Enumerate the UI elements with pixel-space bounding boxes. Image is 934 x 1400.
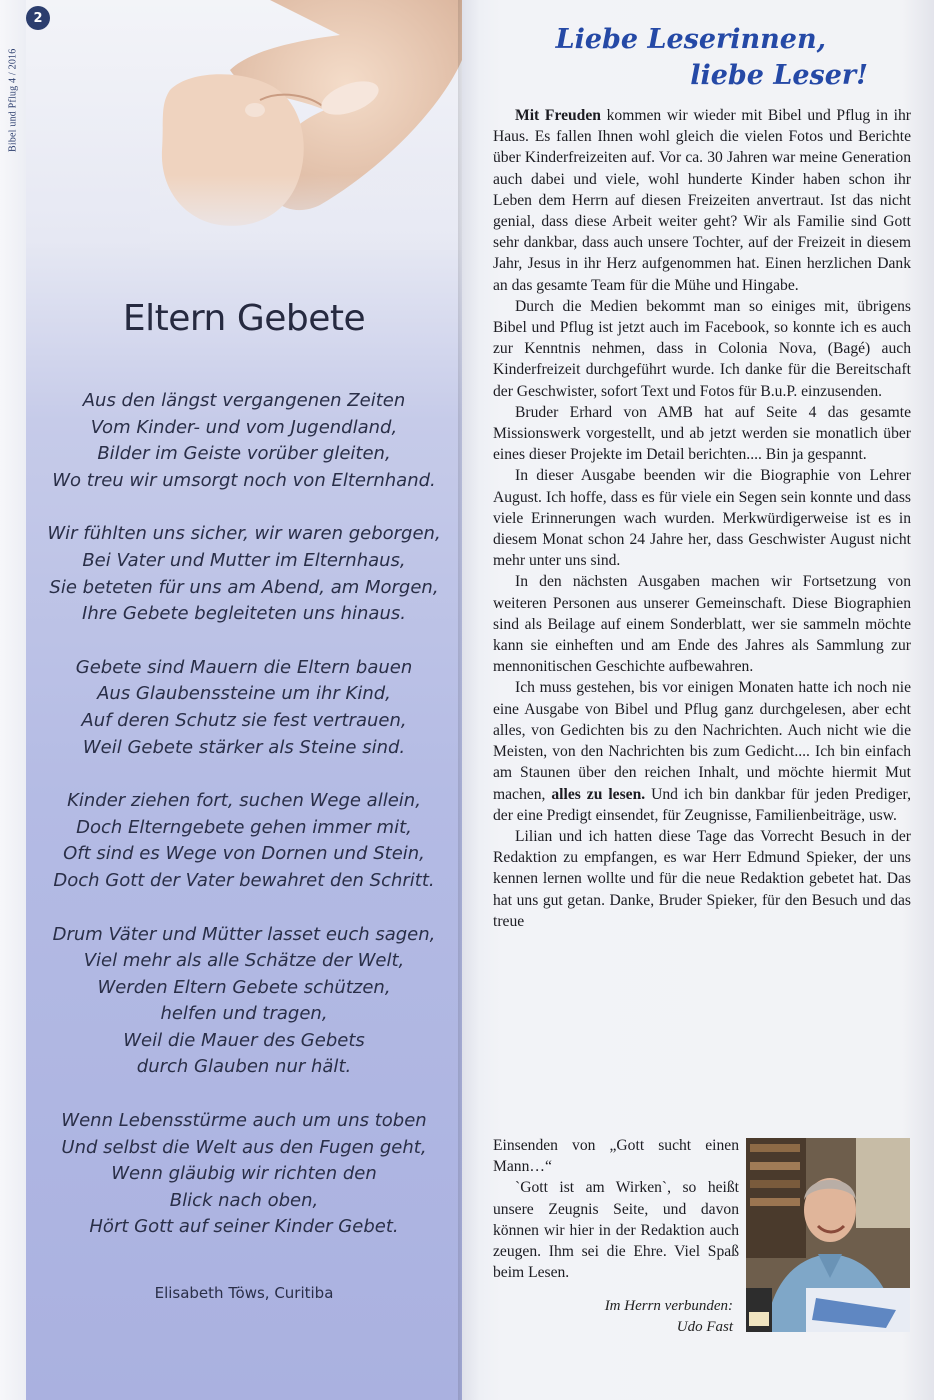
poem-line: Doch Gott der Vater bewahret den Schritt. bbox=[53, 869, 435, 891]
poem-line: Oft sind es Wege von Dornen und Stein, bbox=[63, 843, 425, 865]
greeting-line-2: liebe Leser! bbox=[690, 60, 868, 91]
poem-line: Kinder ziehen fort, suchen Wege allein, bbox=[67, 790, 421, 812]
greeting-heading bbox=[556, 22, 868, 94]
editor-photo bbox=[746, 1138, 910, 1332]
poem-line: Vom Kinder- und vom Jugendland, bbox=[90, 416, 398, 438]
signature-block bbox=[493, 1296, 733, 1338]
poem-stanza bbox=[26, 388, 462, 494]
poem-stanza bbox=[26, 922, 462, 1082]
emphasis: alles zu lesen. bbox=[551, 785, 646, 803]
poem-line: Blick nach oben, bbox=[169, 1189, 319, 1211]
poem-stanza bbox=[26, 655, 462, 761]
right-page bbox=[462, 0, 934, 1400]
poem-line: Hört Gott auf seiner Kinder Gebet. bbox=[89, 1216, 399, 1238]
poem-line: Wenn gläubig wir richten den bbox=[111, 1163, 377, 1185]
paragraph-text: Und ich bin dankbar für jeden Prediger, der eine Predigt einsendet, für Zeugnisse, Familienbeiträge, usw. bbox=[493, 785, 911, 824]
paragraph: Einsenden von „Gott sucht einen Mann…“ bbox=[493, 1137, 739, 1176]
signature-name: Udo Fast bbox=[676, 1319, 733, 1335]
poem-line: Wenn Lebensstürme auch um uns toben bbox=[61, 1110, 427, 1132]
hands-photo bbox=[150, 0, 462, 250]
editorial-text bbox=[493, 105, 911, 932]
page-number-badge: 2 bbox=[26, 6, 50, 30]
closing-line: Im Herrn verbunden: bbox=[604, 1298, 733, 1314]
poem-author: Elisabeth Töws, Curitiba bbox=[154, 1284, 334, 1302]
paragraph bbox=[493, 677, 911, 825]
paragraph bbox=[493, 105, 911, 296]
poem-stanza bbox=[26, 788, 462, 894]
poem-line: Werden Eltern Gebete schützen, bbox=[97, 976, 391, 998]
poem-line: Wir fühlten uns sicher, wir waren geborgen, bbox=[47, 523, 441, 545]
poem-line: Bei Vater und Mutter im Elternhaus, bbox=[82, 549, 406, 571]
poem-line: Weil Gebete stärker als Steine sind. bbox=[82, 736, 406, 758]
running-head: Bibel und Pflug 4 / 2016 bbox=[7, 48, 19, 152]
paragraph: Durch die Medien bekommt man so einiges mit, übrigens Bibel und Pflug ist jetzt auch im Facebook, so konnte ich es auch zur Kenntnis nehmen, dass in Colonia Nova, (Bagé) auch Kinderfreizeit durchgeführt wurde. Ich danke für die Bereitschaft der Geschwister, sofort Text und Fotos für B.u.P. einzusenden. bbox=[493, 297, 911, 400]
poem-line: Viel mehr als alle Schätze der Welt, bbox=[83, 950, 405, 972]
poem-stanza bbox=[26, 1108, 462, 1241]
poem-line: Wo treu wir umsorgt noch von Elternhand. bbox=[52, 469, 436, 491]
poem-line: Auf deren Schutz sie fest vertrauen, bbox=[81, 709, 407, 731]
poem-line: Gebete sind Mauern die Eltern bauen bbox=[75, 656, 413, 678]
poem-body bbox=[26, 388, 462, 1268]
poem-line: Bilder im Geiste vorüber gleiten, bbox=[97, 443, 391, 465]
paragraph: `Gott ist am Wirken`, so heißt unsere Zeugnis Seite, und davon können wir hier in der Redaktion auch zeugen. Ihm sei die Ehre. Viel Spaß beim Lesen. bbox=[493, 1179, 739, 1282]
paragraph: In den nächsten Ausgaben machen wir Fortsetzung von weiteren Personen aus unserer Gemeinschaft. Diese Biographien sind als Beilage auf einem Sonderblatt, wer sie sammeln möchte kann sie einheften und am Ende des Jahres als Sammlung zur mennonitischen Geschichte aufbewahren. bbox=[493, 573, 911, 676]
paragraph: Bruder Erhard von AMB hat auf Seite 4 das gesamte Missionswerk vorgestellt, und ab jetzt werden sie monatlich über eines dieser Projekte im Detail berichten.... Bin ja gespannt. bbox=[493, 403, 911, 464]
poem-line: Und selbst die Welt aus den Fugen geht, bbox=[61, 1136, 427, 1158]
poem-line: Sie beteten für uns am Abend, am Morgen, bbox=[49, 576, 439, 598]
left-page bbox=[0, 0, 462, 1400]
page-margin-strip bbox=[0, 0, 26, 1400]
poem-stanza bbox=[26, 521, 462, 627]
paragraph: Lilian und ich hatten diese Tage das Vorrecht Besuch in der Redaktion zu empfangen, es war Herr Edmund Spieker, der uns kennen lernen wollte und für die neue Redaktion gebetet hat. Das hat uns gut getan. Danke, Bruder Spieker, für den Besuch und das treue bbox=[493, 827, 911, 930]
paragraph: In dieser Ausgabe beenden wir die Biographie von Lehrer August. Ich hoffe, dass es für viele ein Segen sein konnte und dass viele Erinnerungen wach wurden. Merkwürdigerweise ist es in diesem Monat schon 24 Jahre her, dass Geschwister August nicht mehr unter uns sind. bbox=[493, 467, 911, 570]
poem-line: durch Glauben nur hält. bbox=[136, 1056, 352, 1078]
poem-line: Aus Glaubenssteine um ihr Kind, bbox=[97, 683, 391, 705]
poem-title: Eltern Gebete bbox=[122, 298, 366, 339]
poem-line: Ihre Gebete begleiteten uns hinaus. bbox=[82, 603, 406, 625]
poem-line: helfen und tragen, bbox=[160, 1003, 328, 1025]
poem-line: Aus den längst vergangenen Zeiten bbox=[82, 390, 406, 411]
paragraph-text: kommen wir wieder mit Bibel und Pflug in ihr Haus. Es fallen Ihnen wohl gleich die vielen Fotos und Berichte über Kinderfreizeiten auf. Vor ca. 30 Jahren war meine Generation auch dabei und viele, wohl hunderte Kinder haben schon ihr Leben dem Herrn auf diesen Freizeiten anvertraut. Ist das nicht genial, dass diese Arbeit weiter geht? Wir als Familie sind Gott sehr dankbar, dass auch unsere Tochter, auf der Freizeit in diesem Jahr, Jesus in ihr Herz aufgenommen hat. Einen herzlichen Dank an das gesamte Team für die Mühe und Hingabe. bbox=[493, 107, 911, 294]
lead-in: Mit Freuden bbox=[515, 107, 601, 124]
paragraph-text: Ich muss gestehen, bis vor einigen Monaten hatte ich noch nie eine Ausgabe von Bibel und Pflug ganz durchgelesen, aber echt alles, von Gedichten bis zu den Nachrichten. Auch nicht wie die Meisten, von den Nachrichten bis zum Gedicht.... Ich bin einfach am Staunen über den reichen Inhalt, und möchte hiermit Mut machen, bbox=[493, 679, 911, 803]
poem-line: Weil die Mauer des Gebets bbox=[123, 1029, 365, 1051]
greeting-line-1: Liebe Leserinnen, bbox=[555, 24, 826, 55]
poem-line: Doch Elterngebete gehen immer mit, bbox=[76, 816, 412, 838]
poem-line: Drum Väter und Mütter lasset euch sagen, bbox=[52, 923, 436, 945]
wrapped-text bbox=[493, 1135, 739, 1283]
